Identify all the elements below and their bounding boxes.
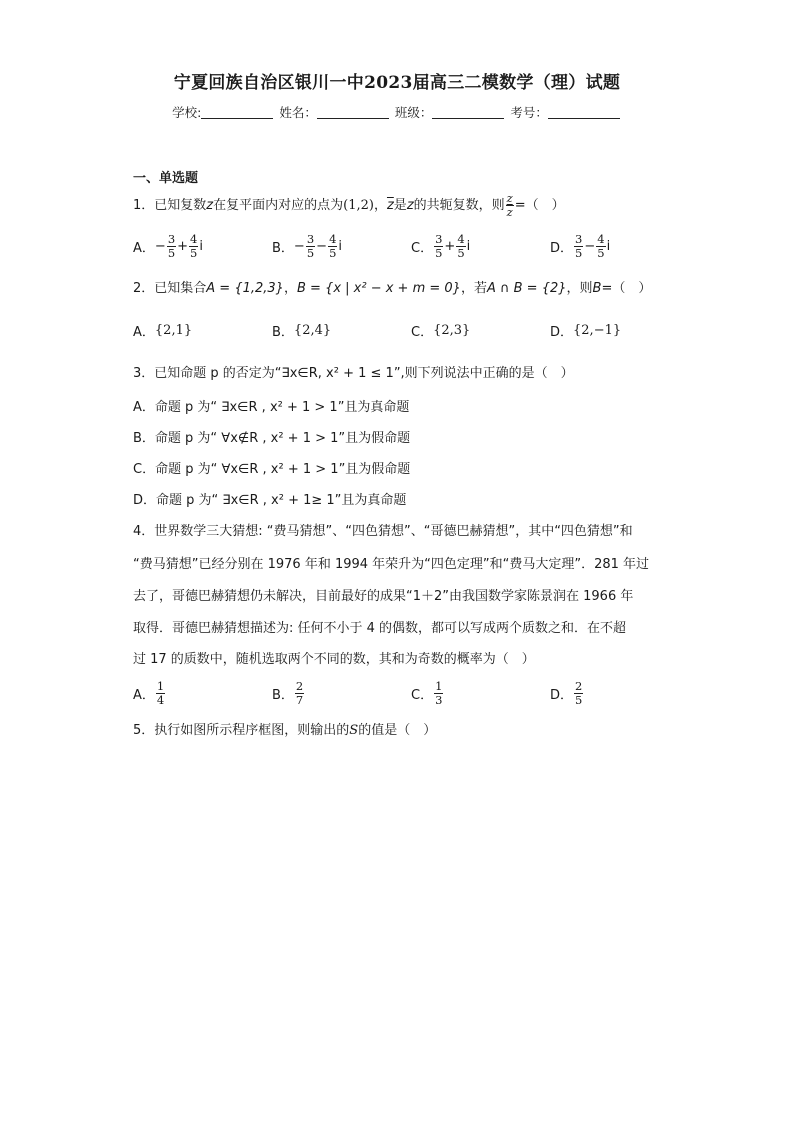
option-label: D． bbox=[550, 687, 574, 703]
q2-condition: A ∩ B = {2} bbox=[486, 281, 567, 296]
q1-sep: ， bbox=[373, 198, 387, 213]
frac-den: 5 bbox=[329, 245, 337, 260]
q2-sep: ， bbox=[283, 281, 297, 296]
option-label: A． bbox=[133, 240, 155, 256]
q2-option-d[interactable] bbox=[550, 310, 621, 350]
option-text: {2,3} bbox=[433, 322, 471, 338]
frac-den: 4 bbox=[156, 692, 165, 707]
option-frac bbox=[156, 680, 165, 707]
frac-num: 3 bbox=[575, 231, 583, 246]
q4-option-d[interactable] bbox=[550, 673, 584, 713]
option-unit: i bbox=[466, 238, 471, 254]
option-text: {2,1} bbox=[154, 322, 193, 338]
option-label: B． bbox=[272, 687, 294, 703]
q2-set-a: A = {1,2,3} bbox=[206, 281, 284, 296]
q3-option-d[interactable]: D．命题 p 为“ ∃x∈R , x² + 1≥ 1”且为真命题 bbox=[133, 493, 407, 508]
option-frac bbox=[189, 233, 198, 260]
question-5-stem bbox=[133, 718, 436, 744]
frac-num: 1 bbox=[156, 678, 165, 693]
question-4-line-3: 去了，哥德巴赫猜想仍未解决，目前最好的成果“1＋2”由我国数学家陈景润在 1966 年 bbox=[133, 589, 634, 604]
question-4-line-5: 过 17 的质数中，随机选取两个不同的数，其和为奇数的概率为（ ） bbox=[133, 652, 535, 667]
option-label: B． bbox=[272, 324, 294, 340]
option-label: B． bbox=[272, 240, 294, 256]
q3-option-b[interactable]: B．命题 p 为“ ∀x∉R , x² + 1 > 1”且为假命题 bbox=[133, 431, 411, 446]
frac-num: 4 bbox=[329, 231, 337, 246]
option-frac bbox=[328, 233, 337, 260]
q1-option-a[interactable] bbox=[133, 226, 203, 266]
q2-text-b: ，若 bbox=[460, 281, 487, 296]
school-blank bbox=[201, 106, 273, 119]
option-op: + bbox=[444, 238, 456, 254]
option-text: {2,−1} bbox=[573, 322, 622, 338]
question-1-stem bbox=[133, 192, 565, 220]
option-sign: − bbox=[154, 238, 166, 254]
option-frac bbox=[574, 233, 583, 260]
name-blank bbox=[317, 106, 389, 119]
option-label: C． bbox=[411, 687, 434, 703]
q1-var-zbar: $\overline{z}$ bbox=[386, 198, 394, 213]
frac-den: 5 bbox=[190, 245, 198, 260]
option-frac bbox=[434, 680, 443, 707]
option-frac bbox=[434, 233, 443, 260]
q5-text-b: 的值是（ ） bbox=[358, 723, 437, 738]
option-label: A． bbox=[133, 687, 155, 703]
q2-set-b: B = {x | x² − x + m = 0} bbox=[296, 281, 461, 296]
q4-option-a[interactable] bbox=[133, 673, 166, 713]
question-3-stem: 3．已知命题 p 的否定为“∃x∈R, x² + 1 ≤ 1”,则下列说法中正确的是（ ） bbox=[133, 366, 574, 381]
option-sign: − bbox=[293, 238, 305, 254]
option-frac bbox=[456, 233, 465, 260]
q2-var-b: B bbox=[592, 281, 602, 296]
question-1-options bbox=[133, 226, 673, 266]
q3-option-a[interactable]: A．命题 p 为“ ∃x∈R , x² + 1 > 1”且为真命题 bbox=[133, 400, 410, 415]
frac-num: 3 bbox=[167, 231, 176, 246]
frac-den: 5 bbox=[575, 692, 583, 707]
q2-text-d: =（ ） bbox=[601, 281, 652, 296]
option-label: A． bbox=[133, 324, 155, 340]
frac-den: 5 bbox=[597, 245, 605, 260]
q2-option-b[interactable] bbox=[272, 310, 331, 350]
question-4-line-1: 4．世界数学三大猜想: “费马猜想”、“四色猜想”、“哥德巴赫猜想”，其中“四色猜想”和 bbox=[133, 524, 633, 539]
q4-option-b[interactable] bbox=[272, 673, 305, 713]
question-2-options bbox=[133, 310, 673, 350]
exam-title: 宁夏回族自治区银川一中2023届高三二模数学（理）试题 bbox=[173, 73, 621, 93]
id-blank bbox=[548, 106, 620, 119]
frac-den: 7 bbox=[295, 692, 304, 707]
name-label: 姓名： bbox=[279, 105, 317, 120]
frac-num: 2 bbox=[295, 678, 304, 693]
option-op: + bbox=[177, 238, 189, 254]
option-frac bbox=[295, 680, 304, 707]
q2-text-c: ，则 bbox=[566, 281, 593, 296]
id-label: 考号： bbox=[510, 105, 548, 120]
option-frac bbox=[596, 233, 605, 260]
section-heading: 一、单选题 bbox=[133, 171, 199, 186]
option-label: C． bbox=[411, 240, 434, 256]
q5-text-a: 5．执行如图所示程序框图，则输出的 bbox=[133, 723, 350, 738]
q2-option-a[interactable] bbox=[133, 310, 192, 350]
frac-num: 3 bbox=[435, 231, 443, 246]
q2-text-a: 2．已知集合 bbox=[133, 281, 207, 296]
frac-den: 5 bbox=[167, 245, 176, 260]
q1-frac-num: z bbox=[506, 191, 513, 205]
option-text: {2,4} bbox=[293, 322, 332, 338]
q5-var-s: S bbox=[349, 723, 359, 738]
q1-text-e: =（ ） bbox=[514, 198, 565, 213]
frac-num: 1 bbox=[435, 678, 443, 693]
option-unit: i bbox=[199, 238, 203, 254]
option-label: D． bbox=[550, 324, 574, 340]
question-4-line-2: “费马猜想”已经分别在 1976 年和 1994 年荣升为“四色定理”和“费马大定理”．281 年过 bbox=[133, 557, 650, 572]
option-frac bbox=[167, 233, 176, 260]
option-label: D． bbox=[550, 240, 574, 256]
q4-option-c[interactable] bbox=[411, 673, 444, 713]
school-label: 学校: bbox=[172, 105, 202, 120]
frac-den: 5 bbox=[435, 245, 443, 260]
q1-point: (1,2) bbox=[343, 198, 374, 213]
q1-fraction bbox=[506, 192, 514, 219]
q2-option-c[interactable] bbox=[411, 310, 470, 350]
frac-num: 2 bbox=[575, 678, 583, 693]
class-label: 班级： bbox=[394, 105, 433, 120]
question-4-line-4: 取得．哥德巴赫猜想描述为: 任何不小于 4 的偶数，都可以写成两个质数之和．在不超 bbox=[133, 621, 627, 636]
q1-option-b[interactable] bbox=[272, 226, 342, 266]
question-2-stem bbox=[133, 276, 651, 302]
frac-num: 4 bbox=[597, 231, 605, 246]
frac-den: 5 bbox=[457, 245, 465, 260]
q1-frac-den: z bbox=[506, 205, 513, 219]
frac-num: 4 bbox=[457, 231, 465, 246]
frac-den: 5 bbox=[306, 245, 315, 260]
frac-num: 4 bbox=[190, 231, 198, 246]
option-label: C． bbox=[411, 324, 434, 340]
q1-text-b: 在复平面内对应的点为 bbox=[213, 198, 344, 213]
q1-var-z: z bbox=[206, 198, 214, 213]
q1-text-a: 1．已知复数 bbox=[133, 198, 207, 213]
q1-text-c: 是 bbox=[393, 198, 407, 213]
question-4-options bbox=[133, 673, 673, 713]
frac-den: 3 bbox=[435, 692, 443, 707]
student-info-line bbox=[0, 103, 794, 121]
option-op: − bbox=[584, 238, 596, 254]
q1-var-z2: z bbox=[406, 198, 414, 213]
frac-num: 3 bbox=[306, 231, 315, 246]
frac-den: 5 bbox=[575, 245, 583, 260]
q3-option-c[interactable]: C．命题 p 为“ ∀x∈R , x² + 1 > 1”且为假命题 bbox=[133, 462, 411, 477]
option-op: − bbox=[316, 238, 328, 254]
option-frac bbox=[574, 680, 583, 707]
option-frac bbox=[306, 233, 315, 260]
q1-text-d: 的共轭复数，则 bbox=[413, 198, 505, 213]
option-unit: i bbox=[338, 238, 343, 254]
q1-option-c[interactable] bbox=[411, 226, 470, 266]
class-blank bbox=[432, 106, 504, 119]
option-unit: i bbox=[606, 238, 611, 254]
q1-option-d[interactable] bbox=[550, 226, 610, 266]
